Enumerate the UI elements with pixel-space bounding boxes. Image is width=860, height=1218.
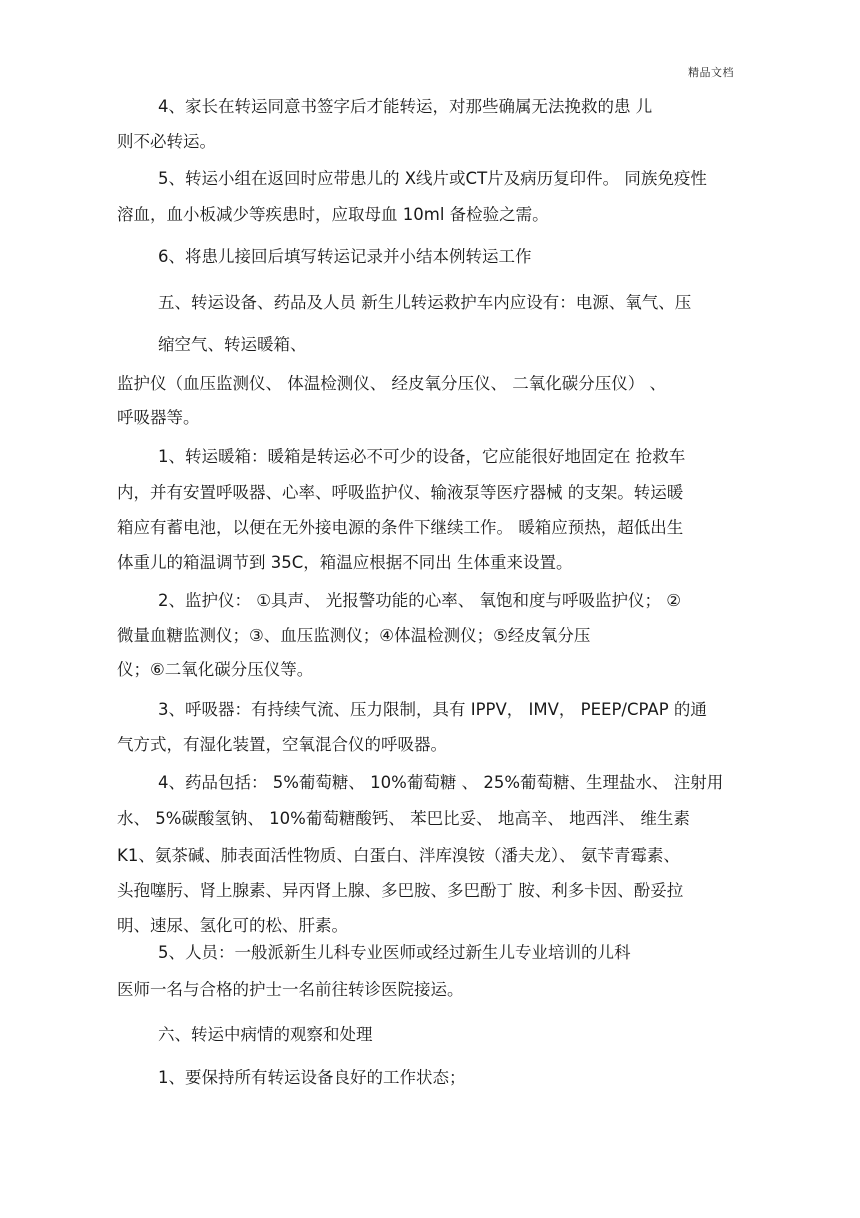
text-line: 缩空气、转运暖箱、 <box>158 335 307 354</box>
text-line: 6、将患儿接回后填写转运记录并小结本例转运工作 <box>158 247 532 266</box>
text-line: 3、呼吸器：有持续气流、压力限制，具有 IPPV， IMV， PEEP/CPAP 的通 <box>158 700 707 719</box>
header-tag: 精品文档 <box>688 66 734 79</box>
text-line: 头孢噻肟、肾上腺素、异丙肾上腺、多巴胺、多巴酚丁 胺、利多卡因、酚妥拉 <box>117 881 684 900</box>
text-line: 则不必转运。 <box>117 132 216 151</box>
text-line: K1、氨茶碱、肺表面活性物质、白蛋白、泮库溴铵（潘夫龙）、 氨苄青霉素、 <box>117 846 680 865</box>
text-line: 1、要保持所有转运设备良好的工作状态； <box>158 1068 466 1087</box>
text-line: 1、转运暖箱：暖箱是转运必不可少的设备，它应能很好地固定在 抢救车 <box>158 447 686 466</box>
text-line: 水、 5%碳酸氢钠、 10%葡萄糖酸钙、 苯巴比妥、 地高辛、 地西泮、 维生素 <box>117 809 690 828</box>
text-line: 内，并有安置呼吸器、心率、呼吸监护仪、输液泵等医疗器械 的支架。转运暖 <box>117 483 684 502</box>
text-line: 5、转运小组在返回时应带患儿的 X线片或CT片及病历复印件。 同族免疫性 <box>158 169 707 188</box>
section-heading: 六、转运中病情的观察和处理 <box>158 1025 373 1044</box>
text-line: 2、监护仪： ①具声、 光报警功能的心率、 氧饱和度与呼吸监护仪； ② <box>158 591 682 610</box>
text-line: 明、速尿、氢化可的松、肝素。 <box>117 916 348 935</box>
text-line: 4、家长在转运同意书签字后才能转运，对那些确属无法挽救的患 儿 <box>158 97 653 116</box>
text-line: 呼吸器等。 <box>117 408 200 427</box>
section-heading: 五、转运设备、药品及人员 新生儿转运救护车内应设有：电源、氧气、压 <box>158 293 692 312</box>
text-line: 体重儿的箱温调节到 35C，箱温应根据不同出 生体重来设置。 <box>117 553 573 572</box>
text-line: 4、药品包括： 5%葡萄糖、 10%葡萄糖 、 25%葡萄糖、生理盐水、 注射用 <box>158 773 724 792</box>
text-line: 5、人员：一般派新生儿科专业医师或经过新生儿专业培训的儿科 <box>158 943 631 962</box>
text-line: 气方式，有湿化装置，空氧混合仪的呼吸器。 <box>117 735 447 754</box>
text-line: 箱应有蓄电池，以便在无外接电源的条件下继续工作。 暖箱应预热，超低出生 <box>117 518 684 537</box>
text-line: 微量血糖监测仪；③、血压监测仪；④体温检测仪；⑤经皮氧分压 <box>117 626 591 645</box>
text-line: 仪；⑥二氧化碳分压仪等。 <box>117 660 314 679</box>
text-line: 溶血，血小板减少等疾患时，应取母血 10ml 备检验之需。 <box>117 205 549 224</box>
text-line: 医师一名与合格的护士一名前往转诊医院接运。 <box>117 980 464 999</box>
text-line: 监护仪（血压监测仪、 体温检测仪、 经皮氧分压仪、 二氧化碳分压仪） 、 <box>117 374 666 393</box>
